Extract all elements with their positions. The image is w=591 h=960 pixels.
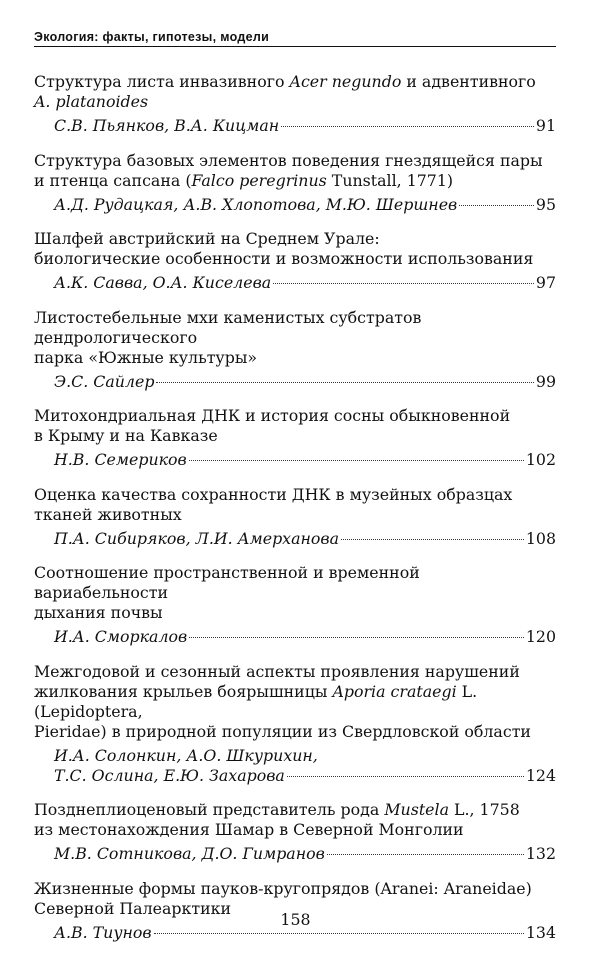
entry-page-number[interactable]: 108 (525, 528, 556, 548)
dot-leader (287, 776, 524, 777)
title-latin-name: Mustela (384, 800, 449, 819)
entry-title (34, 800, 556, 840)
title-text: дыхания почвы (34, 603, 163, 622)
entry-page-number[interactable]: 95 (535, 194, 556, 214)
title-text: и адвентивного (401, 72, 536, 91)
title-text: Северной Палеарктики (34, 898, 232, 918)
entry-title (34, 406, 556, 446)
entry-authors: И.А. Сморкалов (54, 627, 188, 646)
title-text: Межгодовой и сезонный аспекты проявления нарушений (34, 661, 520, 681)
dot-leader (189, 637, 524, 638)
title-latin-name: Falco peregrinus (191, 170, 327, 190)
title-text: Листостебельные мхи каменистых субстратов дендрологического (34, 307, 422, 347)
entry-authors: А.Д. Рудацкая, А.В. Хлопотова, М.Ю. Шершнев (54, 194, 458, 214)
title-text: Шалфей австрийский на Среднем Урале: (34, 229, 380, 248)
table-of-contents (34, 72, 556, 957)
entry-authors-row (34, 195, 556, 215)
title-latin-name: Aporia crataegi (332, 681, 457, 701)
title-text: тканей животных (34, 504, 182, 524)
entry-authors: С.В. Пьянков, В.А. Кицман (54, 116, 280, 135)
entry-authors-row (34, 372, 556, 392)
entry-authors-row (34, 844, 556, 864)
entry-authors: И.А. Солонкин, А.О. Шкурихин, (54, 745, 318, 765)
entry-title (34, 563, 556, 623)
entry-page-number[interactable]: 91 (535, 116, 556, 135)
title-text: Pieridae) в природной популяции из Свердловской области (34, 721, 531, 741)
toc-entry (34, 151, 556, 215)
entry-authors-row (34, 627, 556, 647)
toc-entry (34, 72, 556, 136)
title-text: Структура листа инвазивного (34, 72, 290, 91)
title-text: жилкования крыльев боярышницы (34, 681, 333, 701)
entry-title (34, 485, 556, 525)
title-text: Позднеплиоценовый представитель рода (34, 800, 385, 819)
entry-authors: Э.С. Сайлер (54, 371, 155, 391)
title-text: Митохондриальная ДНК и история сосны обыкновенной (34, 406, 511, 425)
title-text: Соотношение пространственной и временной вариабельности (34, 563, 420, 602)
dot-leader (189, 460, 524, 461)
dot-leader (281, 126, 534, 127)
title-text: и птенца сапсана ( (34, 170, 192, 190)
toc-entry (34, 485, 556, 549)
entry-authors-row (34, 766, 556, 786)
entry-page-number[interactable]: 134 (525, 922, 556, 942)
title-text: L. (Lepidoptera, (34, 681, 478, 721)
title-text: Оценка качества сохранности ДНК в музейных образцах (34, 484, 513, 504)
entry-authors: М.В. Сотникова, Д.О. Гимранов (54, 844, 325, 863)
toc-entry (34, 308, 556, 392)
entry-title (34, 229, 556, 269)
entry-page-number[interactable]: 97 (535, 273, 556, 292)
title-latin-name: Acer negundo (289, 72, 402, 91)
entry-authors-row (34, 273, 556, 293)
entry-authors: П.А. Сибиряков, Л.И. Амерханова (54, 528, 340, 548)
dot-leader (341, 539, 524, 540)
page-number: 158 (280, 910, 311, 929)
entry-authors-row (34, 116, 556, 136)
entry-page-number[interactable]: 99 (535, 371, 556, 391)
entry-title (34, 662, 556, 742)
toc-entry (34, 563, 556, 647)
dot-leader (459, 205, 534, 206)
entry-authors: Н.В. Семериков (54, 450, 187, 469)
dot-leader (154, 933, 524, 934)
title-latin-name: A. platanoides (34, 92, 149, 111)
entry-authors-row (34, 529, 556, 549)
toc-entry (34, 229, 556, 293)
entry-title (34, 72, 556, 112)
dot-leader (156, 382, 533, 383)
toc-entry (34, 662, 556, 786)
entry-page-number[interactable]: 120 (525, 627, 556, 646)
entry-page-number[interactable]: 132 (525, 844, 556, 863)
toc-entry (34, 406, 556, 470)
entry-authors: А.К. Савва, О.А. Киселева (54, 273, 272, 292)
dot-leader (327, 854, 524, 855)
title-text: Tunstall, 1771) (326, 170, 454, 190)
title-text: в Крыму и на Кавказе (34, 426, 218, 445)
entry-authors-row (34, 746, 556, 766)
toc-entry (34, 800, 556, 864)
entry-title (34, 151, 556, 191)
entry-authors: А.В. Тиунов (54, 922, 152, 942)
title-text: L., 1758 (448, 800, 520, 819)
title-text: биологические особенности и возможности использования (34, 249, 534, 268)
entry-authors: Т.С. Ослина, Е.Ю. Захарова (54, 765, 285, 785)
entry-page-number[interactable]: 102 (525, 450, 556, 469)
entry-title (34, 308, 556, 368)
title-text: парка «Южные культуры» (34, 347, 258, 367)
running-head: Экология: факты, гипотезы, модели (34, 30, 556, 47)
dot-leader (273, 283, 534, 284)
title-text: Структура базовых элементов поведения гнездящейся пары (34, 150, 543, 170)
entry-authors-row (34, 450, 556, 470)
title-text: Жизненные формы пауков-кругопрядов (Aranei: Araneidae) (34, 878, 532, 898)
title-text: из местонахождения Шамар в Северной Монголии (34, 820, 464, 839)
entry-page-number[interactable]: 124 (525, 765, 556, 785)
